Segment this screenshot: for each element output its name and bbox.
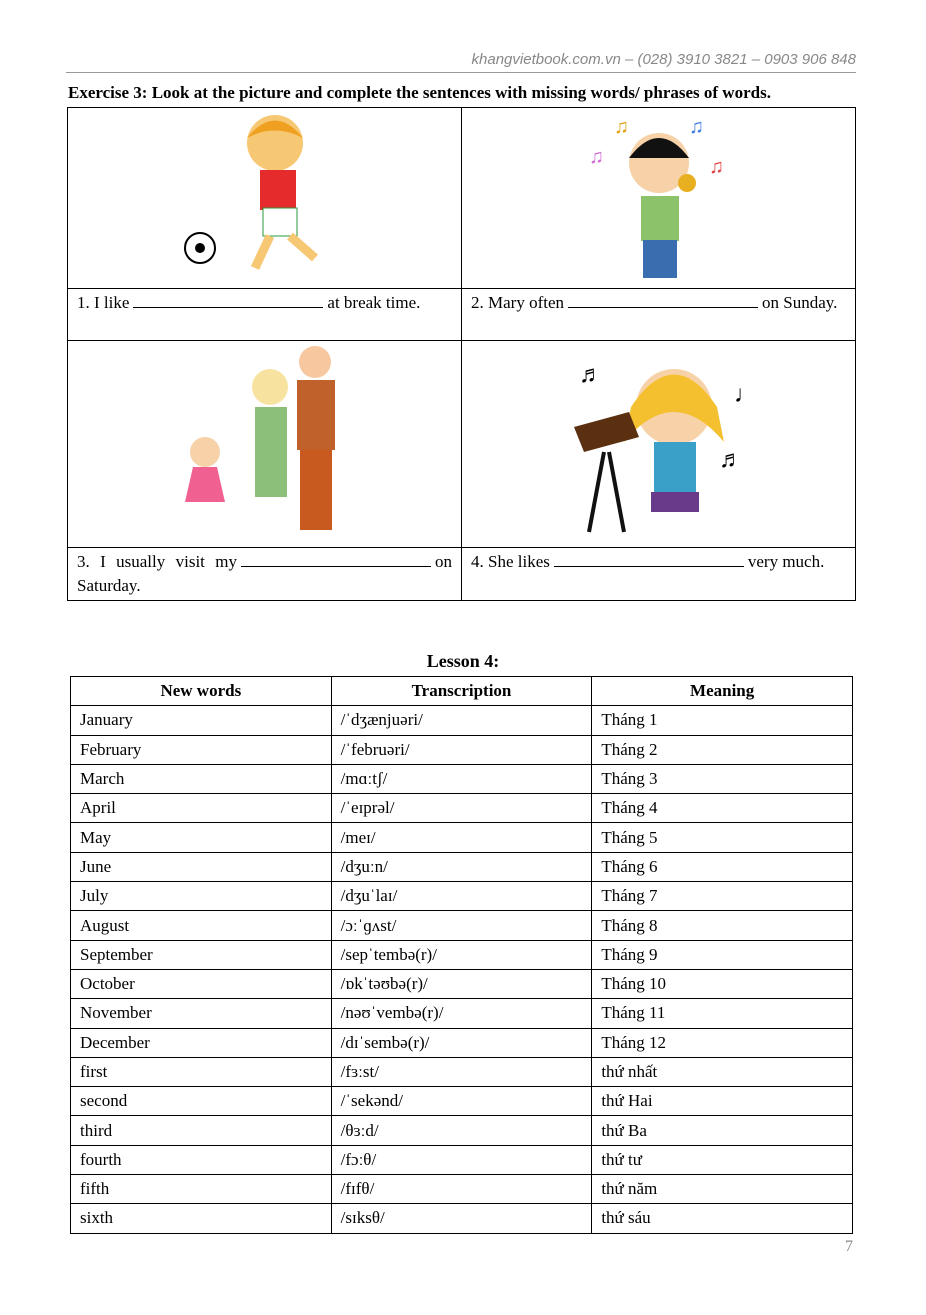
picture-grandparents bbox=[68, 341, 462, 548]
sentence-text: very much. bbox=[747, 552, 825, 571]
lesson-title: Lesson 4: bbox=[426, 651, 500, 671]
table-row bbox=[71, 999, 853, 1028]
cell-transcription: /ˈfebruəri/ bbox=[331, 735, 592, 764]
table-row bbox=[71, 852, 853, 881]
cell-word: May bbox=[71, 823, 332, 852]
table-row bbox=[71, 882, 853, 911]
cell-word: April bbox=[71, 794, 332, 823]
cell-transcription: /meɪ/ bbox=[331, 823, 592, 852]
answer-blank-2[interactable] bbox=[568, 293, 758, 308]
sentence-1 bbox=[68, 289, 462, 341]
column-header: Transcription bbox=[331, 677, 592, 706]
sentence-4 bbox=[462, 548, 856, 601]
cell-transcription: /nəʊˈvembə(r)/ bbox=[331, 999, 592, 1028]
cell-meaning: Tháng 1 bbox=[592, 706, 853, 735]
cell-transcription: /dɪˈsembə(r)/ bbox=[331, 1028, 592, 1057]
cell-meaning: Tháng 10 bbox=[592, 969, 853, 998]
sentence-text: 2. Mary often bbox=[471, 293, 565, 312]
cell-word: February bbox=[71, 735, 332, 764]
cell-meaning: thứ nhất bbox=[592, 1057, 853, 1086]
svg-text:♩: ♩ bbox=[733, 381, 758, 408]
cell-meaning: Tháng 2 bbox=[592, 735, 853, 764]
cell-word: first bbox=[71, 1057, 332, 1086]
table-row bbox=[71, 1028, 853, 1057]
cell-meaning: thứ tư bbox=[592, 1145, 853, 1174]
cell-word: March bbox=[71, 764, 332, 793]
cell-transcription: /fɔːθ/ bbox=[331, 1145, 592, 1174]
table-row bbox=[71, 1145, 853, 1174]
cell-transcription: /ˈeɪprəl/ bbox=[331, 794, 592, 823]
header-contact: khangvietbook.com.vn – (028) 3910 3821 – 0903 906 848 bbox=[471, 51, 856, 68]
table-row bbox=[71, 969, 853, 998]
cell-meaning: Tháng 12 bbox=[592, 1028, 853, 1057]
cell-transcription: /ˈsekənd/ bbox=[331, 1087, 592, 1116]
svg-text:♫: ♫ bbox=[688, 116, 704, 138]
svg-text:♬: ♬ bbox=[718, 446, 743, 473]
table-row bbox=[71, 1087, 853, 1116]
exercise-title: Exercise 3: Look at the picture and complete the sentences with missing words/ phrases of words. bbox=[68, 83, 771, 102]
sentence-text: 3. I usually visit my bbox=[77, 552, 237, 571]
vocabulary-table bbox=[70, 676, 853, 1234]
cell-meaning: thứ Ba bbox=[592, 1116, 853, 1145]
cell-meaning: Tháng 7 bbox=[592, 882, 853, 911]
table-row bbox=[71, 735, 853, 764]
cell-word: July bbox=[71, 882, 332, 911]
cell-transcription: /ɔːˈɡʌst/ bbox=[331, 911, 592, 940]
table-row bbox=[71, 1204, 853, 1233]
table-row bbox=[71, 1175, 853, 1204]
cell-word: August bbox=[71, 911, 332, 940]
answer-blank-1[interactable] bbox=[133, 293, 323, 308]
cell-word: December bbox=[71, 1028, 332, 1057]
cell-word: fourth bbox=[71, 1145, 332, 1174]
cell-meaning: Tháng 9 bbox=[592, 940, 853, 969]
cell-word: sixth bbox=[71, 1204, 332, 1233]
sentence-text: on Sunday. bbox=[762, 293, 838, 312]
cell-meaning: Tháng 8 bbox=[592, 911, 853, 940]
cell-transcription: /sɪksθ/ bbox=[331, 1204, 592, 1233]
svg-text:♫: ♫ bbox=[708, 156, 724, 178]
cell-word: fifth bbox=[71, 1175, 332, 1204]
table-row bbox=[71, 1057, 853, 1086]
sentence-text: on Saturday. bbox=[77, 552, 452, 595]
cell-word: second bbox=[71, 1087, 332, 1116]
cell-meaning: Tháng 5 bbox=[592, 823, 853, 852]
cell-meaning: thứ sáu bbox=[592, 1204, 853, 1233]
cell-transcription: /θɜːd/ bbox=[331, 1116, 592, 1145]
cell-word: September bbox=[71, 940, 332, 969]
page-number: 7 bbox=[845, 1238, 853, 1255]
column-header: Meaning bbox=[592, 677, 853, 706]
cell-transcription: /mɑːtʃ/ bbox=[331, 764, 592, 793]
table-row bbox=[71, 706, 853, 735]
cell-word: June bbox=[71, 852, 332, 881]
sentence-text: 4. She likes bbox=[471, 552, 550, 571]
cell-meaning: Tháng 6 bbox=[592, 852, 853, 881]
cell-meaning: Tháng 3 bbox=[592, 764, 853, 793]
cell-transcription: /ˈdʒænjuəri/ bbox=[331, 706, 592, 735]
header-divider bbox=[66, 72, 856, 73]
cell-meaning: Tháng 11 bbox=[592, 999, 853, 1028]
cell-word: November bbox=[71, 999, 332, 1028]
cell-meaning: thứ năm bbox=[592, 1175, 853, 1204]
picture-girl-singing bbox=[462, 341, 856, 548]
answer-blank-3[interactable] bbox=[241, 552, 431, 567]
cell-transcription: /sepˈtembə(r)/ bbox=[331, 940, 592, 969]
cell-transcription: /fɪfθ/ bbox=[331, 1175, 592, 1204]
svg-text:♬: ♬ bbox=[578, 361, 603, 388]
table-row bbox=[71, 940, 853, 969]
sentence-2 bbox=[462, 289, 856, 341]
table-row bbox=[71, 911, 853, 940]
sentence-3 bbox=[68, 548, 462, 601]
exercise-table bbox=[67, 107, 856, 601]
table-row bbox=[71, 764, 853, 793]
cell-transcription: /ɒkˈtəʊbə(r)/ bbox=[331, 969, 592, 998]
table-row bbox=[71, 823, 853, 852]
cell-transcription: /dʒuˈlaɪ/ bbox=[331, 882, 592, 911]
cell-meaning: Tháng 4 bbox=[592, 794, 853, 823]
table-row bbox=[71, 794, 853, 823]
svg-text:♫: ♫ bbox=[613, 116, 629, 138]
sentence-text: at break time. bbox=[327, 293, 421, 312]
sentence-text: 1. I like bbox=[77, 293, 130, 312]
picture-boy-football bbox=[68, 108, 462, 289]
svg-text:♫: ♫ bbox=[588, 146, 604, 168]
cell-meaning: thứ Hai bbox=[592, 1087, 853, 1116]
cell-transcription: /dʒuːn/ bbox=[331, 852, 592, 881]
answer-blank-4[interactable] bbox=[554, 552, 744, 567]
cell-word: October bbox=[71, 969, 332, 998]
cell-word: January bbox=[71, 706, 332, 735]
cell-transcription: /fɜːst/ bbox=[331, 1057, 592, 1086]
cell-word: third bbox=[71, 1116, 332, 1145]
column-header: New words bbox=[71, 677, 332, 706]
table-row bbox=[71, 1116, 853, 1145]
picture-boy-music bbox=[462, 108, 856, 289]
